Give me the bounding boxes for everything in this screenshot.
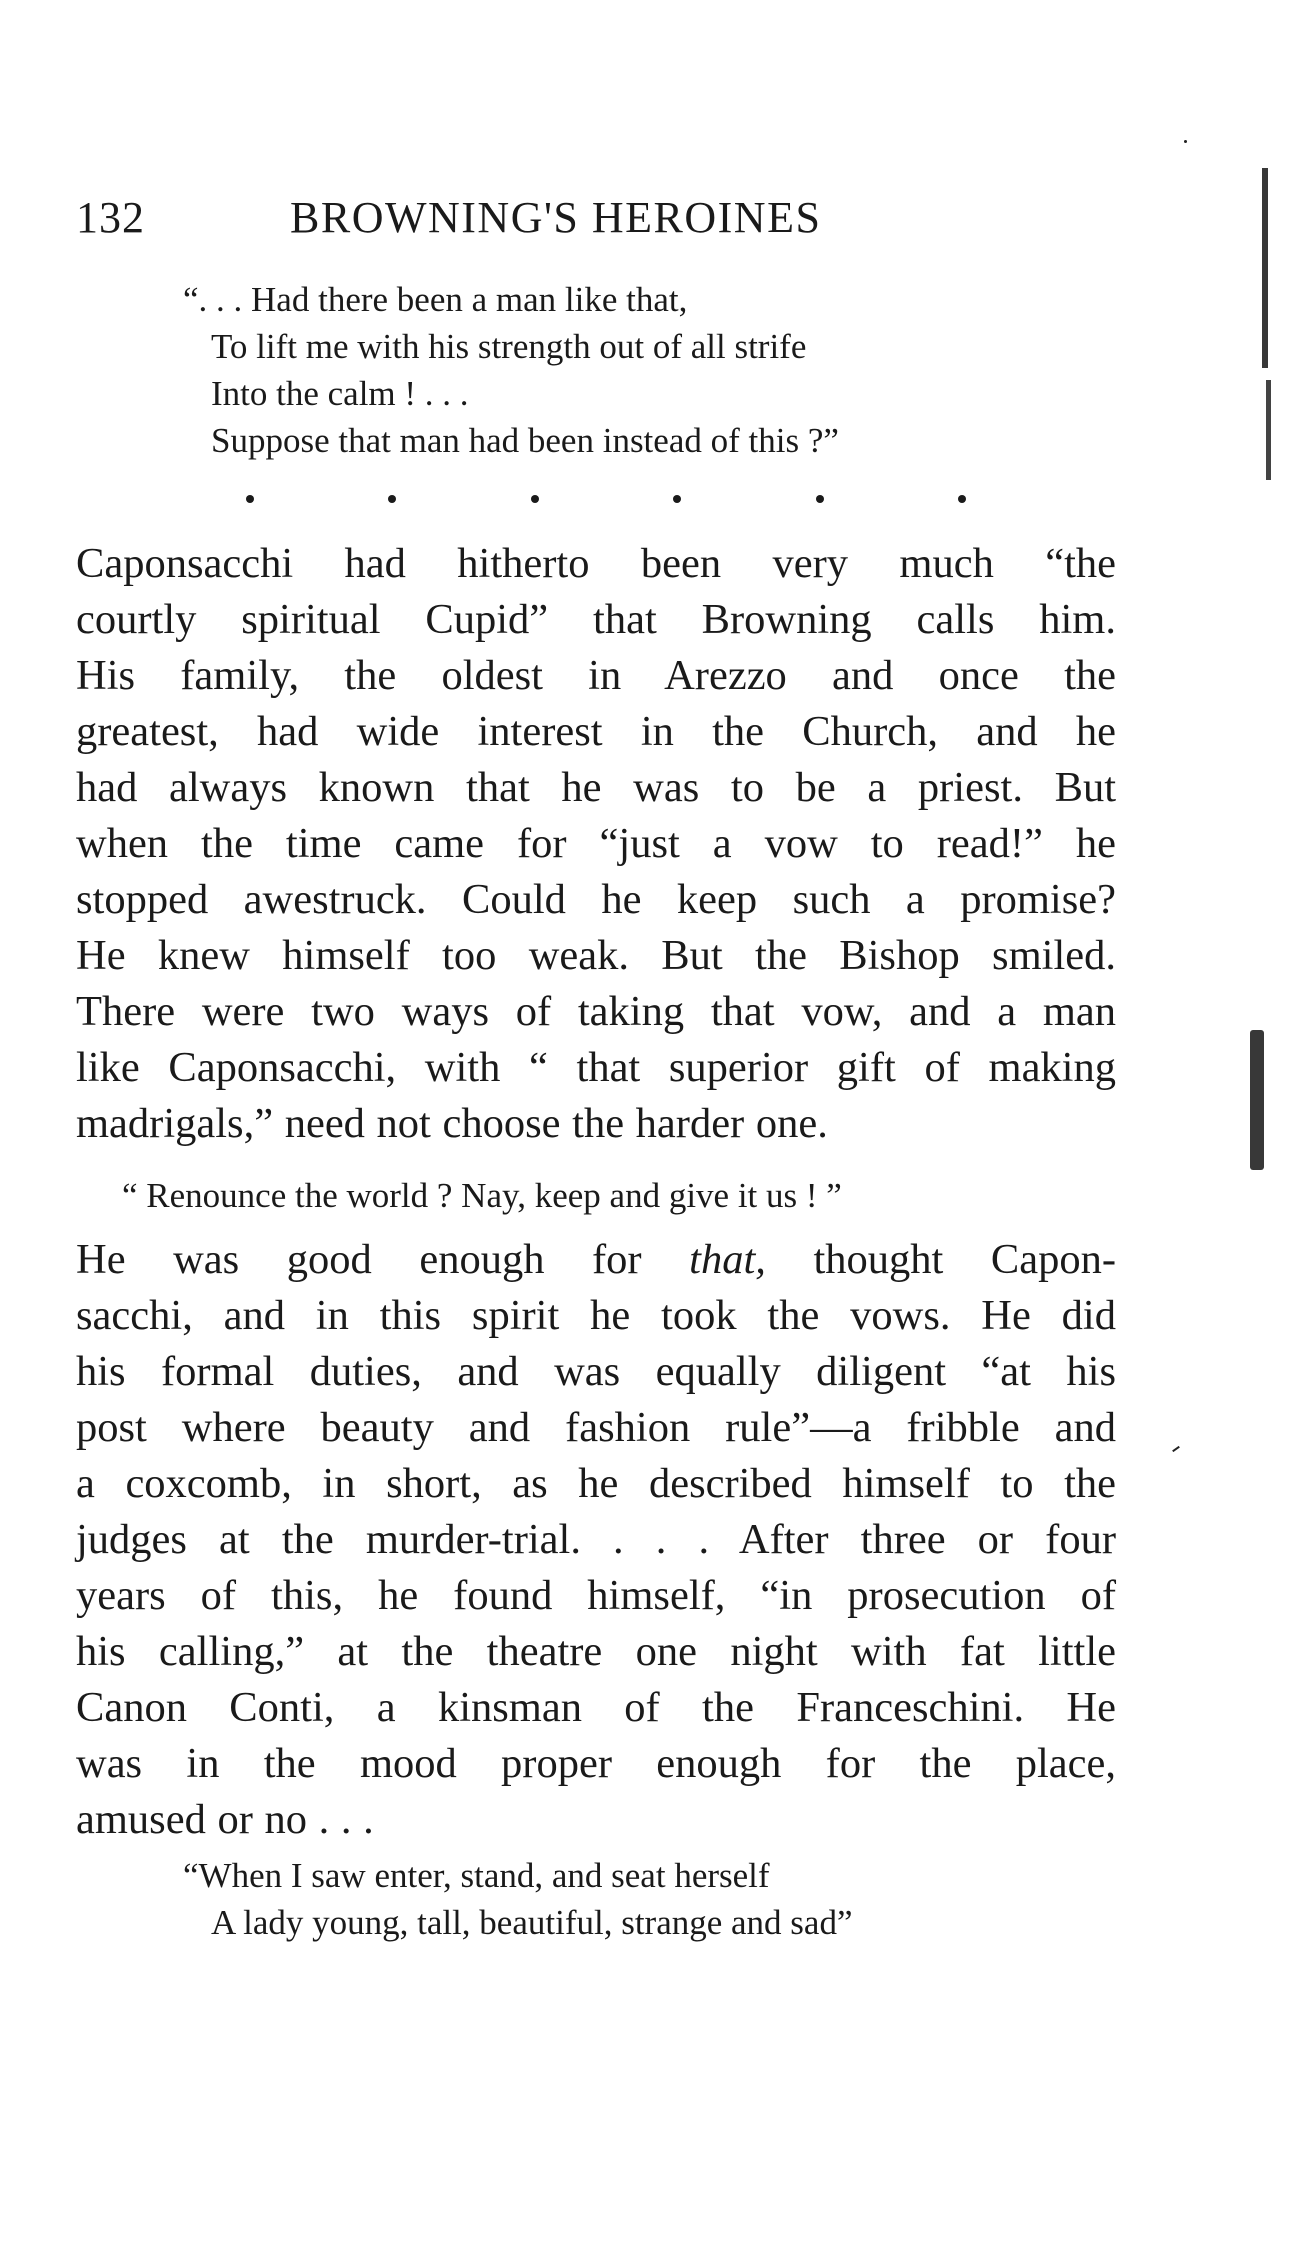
verse-line: “When I saw enter, stand, and seat herself [183,1856,770,1895]
text-line: greatest, had wide interest in the Church, and he [76,708,1116,755]
italic-word: that, [689,1236,766,1283]
separator-dot [246,495,254,503]
text-line: like Caponsacchi, with “ that superior gift of making [76,1044,1116,1091]
text-line: when the time came for “just a vow to read!” he [76,820,1116,867]
text-line [76,1232,1116,1288]
text-line: Caponsacchi had hitherto been very much “the [76,540,1116,587]
text-line: had always known that he was to be a priest. But [76,764,1116,811]
text-line: judges at the murder-trial. . . . After three or four [76,1516,1116,1563]
verse-quote-3 [183,1852,1083,1952]
scan-artifact [1250,1030,1264,1170]
paragraph-1 [76,536,1116,1152]
verse-line: “. . . Had there been a man like that, [183,280,688,319]
page-number: 132 [76,193,145,242]
text-run: thought Capon- [765,1236,1116,1283]
text-line: sacchi, and in this spirit he took the vows. He did [76,1292,1116,1339]
scan-artifact [1266,380,1271,480]
text-line: his formal duties, and was equally diligent “at his [76,1348,1116,1395]
scan-artifact [1262,168,1268,368]
separator-dot [531,495,539,503]
scan-artifact [1172,1446,1180,1452]
text-line: He knew himself too weak. But the Bishop smiled. [76,932,1116,979]
running-title: BROWNING'S HEROINES [290,193,822,242]
page-header [76,188,1116,248]
text-line: stopped awestruck. Could he keep such a promise? [76,876,1116,923]
text-line: was in the mood proper enough for the place, [76,1740,1116,1787]
text-line: years of this, he found himself, “in prosecution of [76,1572,1116,1619]
separator-dot [958,495,966,503]
verse-quote-2: “ Renounce the world ? Nay, keep and give it us ! ” [122,1176,842,1215]
text-line: madrigals,” need not choose the harder one. [76,1100,828,1147]
section-separator [246,488,966,510]
text-line: There were two ways of taking that vow, and a man [76,988,1116,1035]
separator-dot [388,495,396,503]
text-line: courtly spiritual Cupid” that Browning calls him. [76,596,1116,643]
scan-artifact [1184,140,1187,143]
verse-line: To lift me with his strength out of all strife [211,327,807,366]
text-run: He was good enough for [76,1236,690,1283]
verse-line: Into the calm ! . . . [211,374,469,413]
text-line: Canon Conti, a kinsman of the Franceschini. He [76,1684,1116,1731]
text-line: a coxcomb, in short, as he described himself to the [76,1460,1116,1507]
separator-dot [816,495,824,503]
paragraph-2 [76,1232,1116,1848]
separator-dot [673,495,681,503]
text-line: His family, the oldest in Arezzo and once the [76,652,1116,699]
text-line: post where beauty and fashion rule”—a fribble and [76,1404,1116,1451]
text-line: his calling,” at the theatre one night with fat little [76,1628,1116,1675]
verse-line: Suppose that man had been instead of this ?” [211,421,839,460]
verse-line: A lady young, tall, beautiful, strange and sad” [211,1903,853,1942]
text-line: amused or no . . . [76,1796,374,1843]
verse-quote-1 [183,276,1083,476]
